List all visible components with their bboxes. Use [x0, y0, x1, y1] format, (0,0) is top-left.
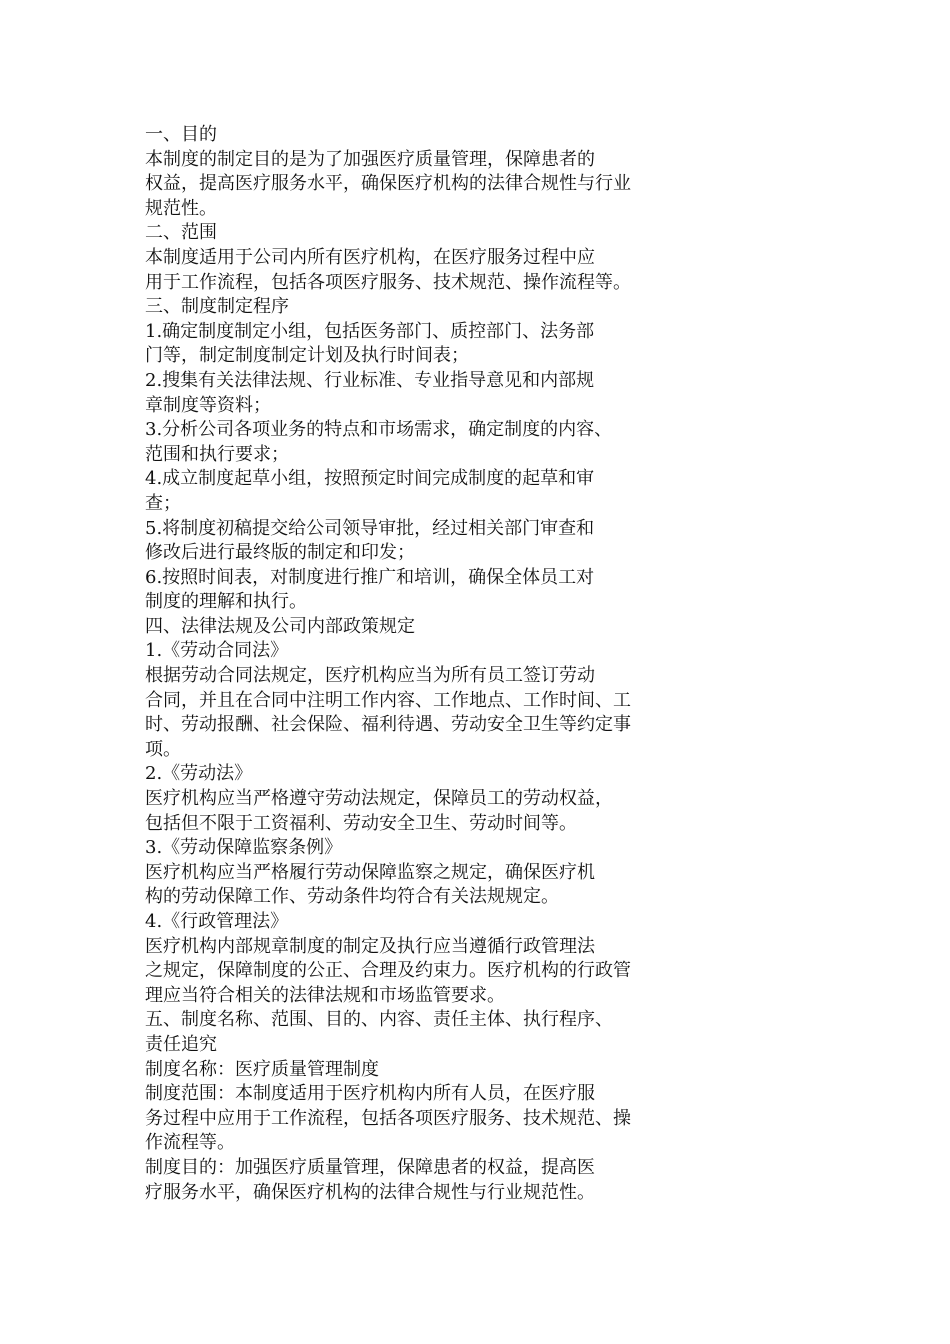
- text-line: 之规定，保障制度的公正、合理及约束力。医疗机构的行政管: [145, 960, 631, 982]
- text-line: 5.将制度初稿提交给公司领导审批，经过相关部门审查和: [145, 517, 595, 539]
- text-line: 医疗机构应当严格履行劳动保障监察之规定，确保医疗机: [145, 861, 595, 883]
- text-line: 时、劳动报酬、社会保险、福利待遇、劳动安全卫生等约定事: [145, 714, 631, 736]
- text-line: 3.分析公司各项业务的特点和市场需求，确定制度的内容、: [145, 419, 613, 441]
- text-line: 构的劳动保障工作、劳动条件均符合有关法规规定。: [145, 886, 559, 908]
- text-line: 根据劳动合同法规定，医疗机构应当为所有员工签订劳动: [145, 665, 595, 687]
- text-line: 2.搜集有关法律法规、行业标准、专业指导意见和内部规: [145, 369, 595, 391]
- text-line: 修改后进行最终版的制定和印发；: [145, 542, 415, 564]
- text-line: 四、法律法规及公司内部政策规定: [145, 615, 415, 637]
- text-line: 制度范围：本制度适用于医疗机构内所有人员，在医疗服: [145, 1083, 595, 1105]
- text-line: 本制度的制定目的是为了加强医疗质量管理，保障患者的: [145, 148, 595, 170]
- text-line: 制度的理解和执行。: [145, 591, 307, 613]
- text-line: 医疗机构应当严格遵守劳动法规定，保障员工的劳动权益，: [145, 788, 613, 810]
- text-line: 制度目的：加强医疗质量管理，保障患者的权益，提高医: [145, 1156, 595, 1178]
- text-line: 用于工作流程，包括各项医疗服务、技术规范、操作流程等。: [145, 271, 631, 293]
- text-line: 规范性。: [145, 197, 217, 219]
- text-line: 4.《行政管理法》: [145, 911, 289, 932]
- text-line: 作流程等。: [145, 1132, 235, 1154]
- text-line: 制度名称：医疗质量管理制度: [145, 1058, 379, 1080]
- text-line: 查；: [145, 492, 181, 514]
- text-line: 包括但不限于工资福利、劳动安全卫生、劳动时间等。: [145, 812, 577, 834]
- text-line: 医疗机构内部规章制度的制定及执行应当遵循行政管理法: [145, 935, 595, 957]
- text-line: 6.按照时间表，对制度进行推广和培训，确保全体员工对: [145, 566, 595, 588]
- text-line: 门等，制定制度制定计划及执行时间表；: [145, 345, 469, 367]
- text-line: 二、范围: [145, 222, 217, 244]
- text-line: 合同，并且在合同中注明工作内容、工作地点、工作时间、工: [145, 689, 631, 711]
- text-line: 4.成立制度起草小组，按照预定时间完成制度的起草和审: [145, 468, 595, 490]
- text-line: 疗服务水平，确保医疗机构的法律合规性与行业规范性。: [145, 1181, 595, 1203]
- text-line: 范围和执行要求；: [145, 443, 289, 465]
- text-line: 三、制度制定程序: [145, 296, 289, 318]
- text-line: 五、制度名称、范围、目的、内容、责任主体、执行程序、: [145, 1009, 613, 1031]
- text-line: 1.《劳动合同法》: [145, 640, 289, 662]
- text-line: 3.《劳动保障监察条例》: [145, 837, 343, 859]
- text-line: 理应当符合相关的法律法规和市场监管要求。: [145, 984, 505, 1006]
- document-body: [145, 123, 665, 1205]
- text-line: 务过程中应用于工作流程，包括各项医疗服务、技术规范、操: [145, 1107, 631, 1129]
- text-line: 一、目的: [145, 124, 217, 145]
- text-line: 项。: [145, 738, 181, 760]
- text-line: 1.确定制度制定小组，包括医务部门、质控部门、法务部: [145, 320, 595, 342]
- text-line: 2.《劳动法》: [145, 763, 253, 785]
- text-line: 章制度等资料；: [145, 394, 271, 416]
- text-line: 责任追究: [145, 1033, 217, 1055]
- text-line: 本制度适用于公司内所有医疗机构，在医疗服务过程中应: [145, 246, 595, 268]
- text-line: 权益，提高医疗服务水平，确保医疗机构的法律合规性与行业: [145, 173, 631, 195]
